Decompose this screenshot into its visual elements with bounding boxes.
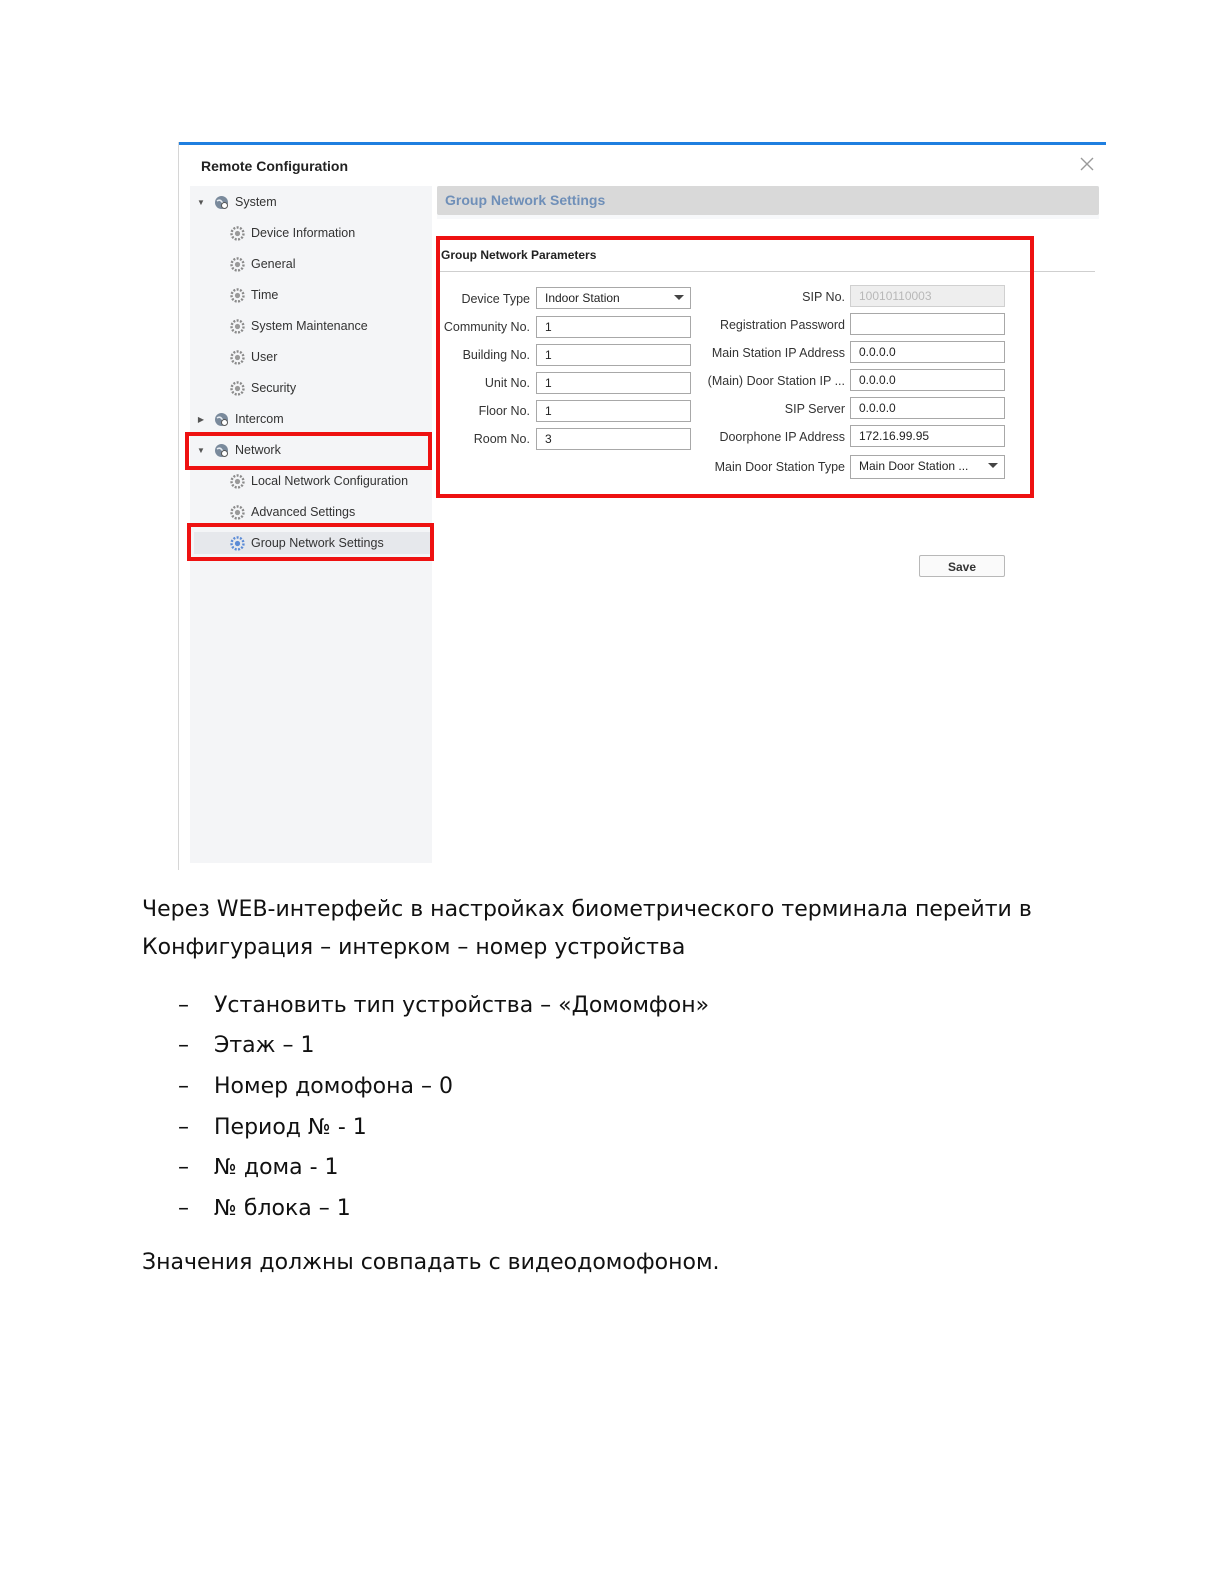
list-dash: – xyxy=(178,1073,189,1099)
main-door-station-ip-input[interactable]: 0.0.0.0 xyxy=(850,369,1005,391)
remote-configuration-window xyxy=(178,142,1106,870)
highlight-group-network-box xyxy=(187,523,434,561)
tree-item-label: System Maintenance xyxy=(251,319,368,333)
gear-icon xyxy=(230,474,245,489)
main-door-station-type-label: Main Door Station Type xyxy=(714,460,845,474)
tree-item-label: Device Information xyxy=(251,226,356,240)
tree-item-label: Intercom xyxy=(235,412,284,426)
device-type-value: Indoor Station xyxy=(545,291,620,305)
gear-icon xyxy=(230,505,245,520)
tree-item-time[interactable] xyxy=(230,284,278,306)
gear-icon xyxy=(230,288,245,303)
list-dash: – xyxy=(178,1114,189,1140)
globe-icon xyxy=(214,195,229,210)
steps-list xyxy=(142,985,1042,1229)
tree-item-general[interactable] xyxy=(230,253,295,275)
list-item xyxy=(142,985,1042,1026)
expanded-arrow-icon[interactable]: ▼ xyxy=(197,197,205,207)
list-item-text: № блока – 1 xyxy=(214,1195,351,1221)
globe-icon xyxy=(214,412,229,427)
doorphone-ip-input[interactable]: 172.16.99.95 xyxy=(850,425,1005,447)
tree-item-local-network-configuration[interactable] xyxy=(230,470,408,492)
save-button[interactable]: Save xyxy=(919,555,1005,577)
tree-item-system-maintenance[interactable] xyxy=(230,315,368,337)
highlight-network-box xyxy=(185,432,432,470)
close-icon[interactable] xyxy=(1079,156,1095,172)
tree-item-label: Group Network Settings xyxy=(251,536,384,550)
list-dash: – xyxy=(178,1033,189,1059)
window-accent-bar xyxy=(179,142,1106,145)
sip-no-label: SIP No. xyxy=(802,290,845,304)
building-no-input[interactable]: 1 xyxy=(536,344,691,366)
list-dash: – xyxy=(178,1195,189,1221)
tree-item-label: System xyxy=(235,195,277,209)
sip-server-label: SIP Server xyxy=(784,402,845,416)
list-item xyxy=(142,1066,1042,1107)
main-station-ip-label: Main Station IP Address xyxy=(711,346,845,360)
tree-item-user[interactable] xyxy=(230,346,277,368)
building-no-label: Building No. xyxy=(462,348,530,362)
list-item xyxy=(142,1107,1042,1148)
collapsed-arrow-icon[interactable]: ▶ xyxy=(197,414,205,424)
tree-item-label: Security xyxy=(251,381,297,395)
main-door-station-type-value: Main Door Station ... xyxy=(859,459,969,473)
list-item-text: Номер домофона – 0 xyxy=(214,1073,453,1099)
tree-item-advanced-settings[interactable] xyxy=(230,501,355,523)
community-no-input[interactable]: 1 xyxy=(536,316,691,338)
gear-icon xyxy=(230,319,245,334)
tree-item-device-information[interactable] xyxy=(230,222,355,244)
tree-item-label: Local Network Configuration xyxy=(251,474,409,488)
section-title: Group Network Parameters xyxy=(441,248,597,262)
main-door-station-ip-label: (Main) Door Station IP ... xyxy=(707,374,845,388)
tree-item-intercom[interactable] xyxy=(196,408,284,430)
tree-item-label: Time xyxy=(251,288,279,302)
list-item xyxy=(142,1026,1042,1067)
intro-paragraph: Через WEB-интерфейс в настройках биометрического терминала перейти в Конфигурация – интерком – номер устройства xyxy=(142,897,1032,960)
page-title: Group Network Settings xyxy=(445,192,606,208)
main-station-ip-input[interactable]: 0.0.0.0 xyxy=(850,341,1005,363)
gear-icon xyxy=(230,226,245,241)
list-dash: – xyxy=(178,1155,189,1181)
gear-icon xyxy=(230,257,245,272)
room-no-input[interactable]: 3 xyxy=(536,428,691,450)
gear-icon xyxy=(230,381,245,396)
sip-no-input: 10010110003 xyxy=(850,285,1005,307)
list-item-text: Установить тип устройства – «Домомфон» xyxy=(214,992,710,1018)
doorphone-ip-label: Doorphone IP Address xyxy=(719,430,845,444)
tree-item-label: User xyxy=(251,350,278,364)
list-item-text: № дома - 1 xyxy=(214,1155,339,1181)
list-item-text: Период № - 1 xyxy=(214,1114,367,1140)
highlight-parameters-box xyxy=(436,236,1034,498)
floor-no-input[interactable]: 1 xyxy=(536,400,691,422)
unit-no-label: Unit No. xyxy=(484,376,530,390)
device-type-label: Device Type xyxy=(461,292,530,306)
sip-server-input[interactable]: 0.0.0.0 xyxy=(850,397,1005,419)
outro-paragraph: Значения должны совпадать с видеодомофоном. xyxy=(142,1250,720,1275)
floor-no-label: Floor No. xyxy=(478,404,530,418)
expanded-arrow-icon[interactable]: ▼ xyxy=(197,445,205,455)
content-header xyxy=(437,186,1099,215)
list-item-text: Этаж – 1 xyxy=(214,1033,315,1059)
community-no-label: Community No. xyxy=(443,320,530,334)
list-item xyxy=(142,1147,1042,1188)
tree-item-label: Advanced Settings xyxy=(251,505,356,519)
room-no-label: Room No. xyxy=(473,432,530,446)
registration-password-label: Registration Password xyxy=(719,318,845,332)
list-item xyxy=(142,1188,1042,1229)
window-title: Remote Configuration xyxy=(201,158,348,174)
tree-item-security[interactable] xyxy=(230,377,296,399)
list-dash: – xyxy=(178,992,189,1018)
gear-icon xyxy=(230,350,245,365)
tree-item-label: General xyxy=(251,257,296,271)
tree-item-system[interactable] xyxy=(196,191,277,213)
unit-no-input[interactable]: 1 xyxy=(536,372,691,394)
tree-item-label: Network xyxy=(235,443,281,457)
